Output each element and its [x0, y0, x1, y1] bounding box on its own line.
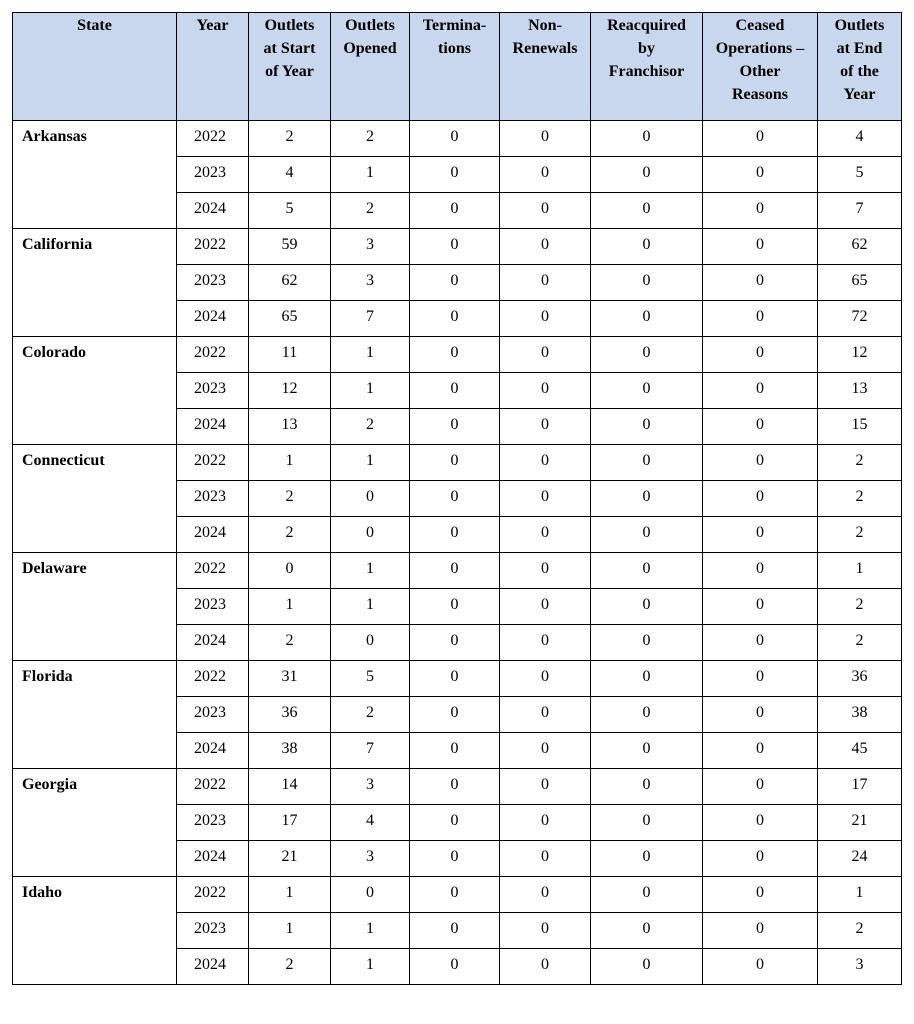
non-renewals-cell: 0 — [500, 517, 591, 553]
year-cell: 2023 — [177, 373, 249, 409]
year-cell: 2023 — [177, 805, 249, 841]
outlets-opened-cell: 3 — [331, 265, 410, 301]
outlets-opened-cell: 1 — [331, 589, 410, 625]
terminations-cell: 0 — [410, 301, 500, 337]
non-renewals-cell: 0 — [500, 409, 591, 445]
reacquired-cell: 0 — [591, 193, 703, 229]
ceased-operations-cell: 0 — [703, 481, 818, 517]
ceased-operations-cell: 0 — [703, 409, 818, 445]
year-cell: 2022 — [177, 121, 249, 157]
header-outlets-end: Outlets at End of the Year — [818, 13, 902, 121]
reacquired-cell: 0 — [591, 697, 703, 733]
state-name-cell: California — [13, 229, 177, 337]
reacquired-cell: 0 — [591, 769, 703, 805]
table-row — [13, 553, 902, 589]
year-cell: 2024 — [177, 625, 249, 661]
outlets-opened-cell: 3 — [331, 229, 410, 265]
non-renewals-cell: 0 — [500, 553, 591, 589]
non-renewals-cell: 0 — [500, 661, 591, 697]
state-name-cell: Arkansas — [13, 121, 177, 229]
outlets-opened-cell: 2 — [331, 409, 410, 445]
outlets-end-cell: 38 — [818, 697, 902, 733]
outlets-start-cell: 2 — [249, 481, 331, 517]
year-cell: 2024 — [177, 949, 249, 985]
state-name-cell: Georgia — [13, 769, 177, 877]
outlets-end-cell: 45 — [818, 733, 902, 769]
table-row — [13, 877, 902, 913]
year-cell: 2023 — [177, 589, 249, 625]
non-renewals-cell: 0 — [500, 625, 591, 661]
outlets-opened-cell: 4 — [331, 805, 410, 841]
outlets-end-cell: 2 — [818, 445, 902, 481]
outlets-start-cell: 14 — [249, 769, 331, 805]
reacquired-cell: 0 — [591, 121, 703, 157]
outlets-start-cell: 1 — [249, 913, 331, 949]
reacquired-cell: 0 — [591, 553, 703, 589]
year-cell: 2024 — [177, 841, 249, 877]
outlets-start-cell: 59 — [249, 229, 331, 265]
table-row — [13, 229, 902, 265]
state-name-cell: Idaho — [13, 877, 177, 985]
reacquired-cell: 0 — [591, 337, 703, 373]
outlets-end-cell: 2 — [818, 517, 902, 553]
reacquired-cell: 0 — [591, 517, 703, 553]
outlets-start-cell: 12 — [249, 373, 331, 409]
outlets-opened-cell: 0 — [331, 517, 410, 553]
outlets-end-cell: 2 — [818, 913, 902, 949]
year-cell: 2024 — [177, 301, 249, 337]
ceased-operations-cell: 0 — [703, 769, 818, 805]
outlets-opened-cell: 2 — [331, 193, 410, 229]
outlets-opened-cell: 1 — [331, 913, 410, 949]
state-name-cell: Florida — [13, 661, 177, 769]
outlets-start-cell: 31 — [249, 661, 331, 697]
outlets-opened-cell: 1 — [331, 337, 410, 373]
ceased-operations-cell: 0 — [703, 697, 818, 733]
terminations-cell: 0 — [410, 769, 500, 805]
terminations-cell: 0 — [410, 733, 500, 769]
header-outlets-start: Outlets at Start of Year — [249, 13, 331, 121]
outlets-start-cell: 65 — [249, 301, 331, 337]
outlets-opened-cell: 1 — [331, 445, 410, 481]
outlets-end-cell: 2 — [818, 625, 902, 661]
year-cell: 2023 — [177, 913, 249, 949]
reacquired-cell: 0 — [591, 589, 703, 625]
outlets-start-cell: 2 — [249, 949, 331, 985]
ceased-operations-cell: 0 — [703, 733, 818, 769]
table-header — [13, 13, 902, 121]
header-ceased-operations: Ceased Operations – Other Reasons — [703, 13, 818, 121]
non-renewals-cell: 0 — [500, 121, 591, 157]
outlets-end-cell: 24 — [818, 841, 902, 877]
non-renewals-cell: 0 — [500, 157, 591, 193]
reacquired-cell: 0 — [591, 373, 703, 409]
reacquired-cell: 0 — [591, 229, 703, 265]
reacquired-cell: 0 — [591, 445, 703, 481]
terminations-cell: 0 — [410, 229, 500, 265]
outlets-opened-cell: 7 — [331, 733, 410, 769]
ceased-operations-cell: 0 — [703, 517, 818, 553]
reacquired-cell: 0 — [591, 625, 703, 661]
non-renewals-cell: 0 — [500, 841, 591, 877]
non-renewals-cell: 0 — [500, 337, 591, 373]
outlets-end-cell: 2 — [818, 481, 902, 517]
state-name-cell: Connecticut — [13, 445, 177, 553]
outlets-end-cell: 15 — [818, 409, 902, 445]
outlets-start-cell: 21 — [249, 841, 331, 877]
terminations-cell: 0 — [410, 157, 500, 193]
ceased-operations-cell: 0 — [703, 265, 818, 301]
outlets-opened-cell: 1 — [331, 373, 410, 409]
outlets-end-cell: 65 — [818, 265, 902, 301]
terminations-cell: 0 — [410, 373, 500, 409]
outlets-end-cell: 21 — [818, 805, 902, 841]
ceased-operations-cell: 0 — [703, 877, 818, 913]
year-cell: 2023 — [177, 697, 249, 733]
outlets-opened-cell: 7 — [331, 301, 410, 337]
non-renewals-cell: 0 — [500, 481, 591, 517]
header-outlets-opened: Outlets Opened — [331, 13, 410, 121]
year-cell: 2022 — [177, 229, 249, 265]
reacquired-cell: 0 — [591, 661, 703, 697]
year-cell: 2023 — [177, 265, 249, 301]
ceased-operations-cell: 0 — [703, 913, 818, 949]
reacquired-cell: 0 — [591, 841, 703, 877]
reacquired-cell: 0 — [591, 913, 703, 949]
terminations-cell: 0 — [410, 841, 500, 877]
year-cell: 2022 — [177, 769, 249, 805]
terminations-cell: 0 — [410, 913, 500, 949]
non-renewals-cell: 0 — [500, 589, 591, 625]
outlets-start-cell: 36 — [249, 697, 331, 733]
table-row — [13, 337, 902, 373]
outlets-end-cell: 1 — [818, 553, 902, 589]
outlets-start-cell: 13 — [249, 409, 331, 445]
reacquired-cell: 0 — [591, 805, 703, 841]
year-cell: 2022 — [177, 337, 249, 373]
reacquired-cell: 0 — [591, 733, 703, 769]
terminations-cell: 0 — [410, 877, 500, 913]
terminations-cell: 0 — [410, 265, 500, 301]
ceased-operations-cell: 0 — [703, 157, 818, 193]
terminations-cell: 0 — [410, 805, 500, 841]
outlets-start-cell: 5 — [249, 193, 331, 229]
non-renewals-cell: 0 — [500, 265, 591, 301]
outlets-opened-cell: 3 — [331, 841, 410, 877]
terminations-cell: 0 — [410, 661, 500, 697]
outlets-start-cell: 2 — [249, 517, 331, 553]
reacquired-cell: 0 — [591, 949, 703, 985]
ceased-operations-cell: 0 — [703, 805, 818, 841]
outlets-opened-cell: 0 — [331, 877, 410, 913]
ceased-operations-cell: 0 — [703, 121, 818, 157]
year-cell: 2023 — [177, 157, 249, 193]
outlets-end-cell: 5 — [818, 157, 902, 193]
non-renewals-cell: 0 — [500, 193, 591, 229]
year-cell: 2022 — [177, 445, 249, 481]
outlets-opened-cell: 5 — [331, 661, 410, 697]
terminations-cell: 0 — [410, 697, 500, 733]
outlets-end-cell: 3 — [818, 949, 902, 985]
ceased-operations-cell: 0 — [703, 373, 818, 409]
reacquired-cell: 0 — [591, 481, 703, 517]
ceased-operations-cell: 0 — [703, 589, 818, 625]
non-renewals-cell: 0 — [500, 913, 591, 949]
terminations-cell: 0 — [410, 121, 500, 157]
header-non-renewals: Non- Renewals — [500, 13, 591, 121]
outlets-end-cell: 1 — [818, 877, 902, 913]
outlets-start-cell: 4 — [249, 157, 331, 193]
outlets-start-cell: 17 — [249, 805, 331, 841]
state-name-cell: Delaware — [13, 553, 177, 661]
outlets-opened-cell: 2 — [331, 697, 410, 733]
ceased-operations-cell: 0 — [703, 301, 818, 337]
terminations-cell: 0 — [410, 517, 500, 553]
non-renewals-cell: 0 — [500, 949, 591, 985]
year-cell: 2024 — [177, 733, 249, 769]
terminations-cell: 0 — [410, 589, 500, 625]
non-renewals-cell: 0 — [500, 733, 591, 769]
outlets-end-cell: 72 — [818, 301, 902, 337]
outlets-end-cell: 17 — [818, 769, 902, 805]
reacquired-cell: 0 — [591, 409, 703, 445]
outlets-start-cell: 11 — [249, 337, 331, 373]
outlets-end-cell: 36 — [818, 661, 902, 697]
non-renewals-cell: 0 — [500, 769, 591, 805]
year-cell: 2023 — [177, 481, 249, 517]
year-cell: 2022 — [177, 661, 249, 697]
outlets-opened-cell: 1 — [331, 157, 410, 193]
outlets-start-cell: 38 — [249, 733, 331, 769]
reacquired-cell: 0 — [591, 265, 703, 301]
outlets-start-cell: 1 — [249, 589, 331, 625]
outlets-end-cell: 7 — [818, 193, 902, 229]
outlets-start-cell: 62 — [249, 265, 331, 301]
outlets-end-cell: 12 — [818, 337, 902, 373]
terminations-cell: 0 — [410, 337, 500, 373]
ceased-operations-cell: 0 — [703, 337, 818, 373]
ceased-operations-cell: 0 — [703, 625, 818, 661]
terminations-cell: 0 — [410, 445, 500, 481]
ceased-operations-cell: 0 — [703, 193, 818, 229]
ceased-operations-cell: 0 — [703, 661, 818, 697]
header-terminations: Termina- tions — [410, 13, 500, 121]
terminations-cell: 0 — [410, 481, 500, 517]
terminations-cell: 0 — [410, 409, 500, 445]
year-cell: 2024 — [177, 409, 249, 445]
header-year: Year — [177, 13, 249, 121]
reacquired-cell: 0 — [591, 877, 703, 913]
terminations-cell: 0 — [410, 193, 500, 229]
outlets-start-cell: 1 — [249, 877, 331, 913]
table-row — [13, 661, 902, 697]
non-renewals-cell: 0 — [500, 805, 591, 841]
table-row — [13, 769, 902, 805]
non-renewals-cell: 0 — [500, 445, 591, 481]
year-cell: 2024 — [177, 193, 249, 229]
outlets-opened-cell: 1 — [331, 553, 410, 589]
ceased-operations-cell: 0 — [703, 553, 818, 589]
table-row — [13, 121, 902, 157]
outlets-opened-cell: 0 — [331, 481, 410, 517]
non-renewals-cell: 0 — [500, 229, 591, 265]
year-cell: 2024 — [177, 517, 249, 553]
outlets-end-cell: 13 — [818, 373, 902, 409]
outlets-opened-cell: 2 — [331, 121, 410, 157]
non-renewals-cell: 0 — [500, 697, 591, 733]
outlets-start-cell: 1 — [249, 445, 331, 481]
reacquired-cell: 0 — [591, 157, 703, 193]
year-cell: 2022 — [177, 877, 249, 913]
terminations-cell: 0 — [410, 625, 500, 661]
outlets-opened-cell: 0 — [331, 625, 410, 661]
outlets-start-cell: 2 — [249, 625, 331, 661]
header-state: State — [13, 13, 177, 121]
outlets-end-cell: 2 — [818, 589, 902, 625]
header-row — [13, 13, 902, 121]
table-row — [13, 445, 902, 481]
outlets-end-cell: 4 — [818, 121, 902, 157]
terminations-cell: 0 — [410, 553, 500, 589]
outlets-start-cell: 0 — [249, 553, 331, 589]
non-renewals-cell: 0 — [500, 373, 591, 409]
reacquired-cell: 0 — [591, 301, 703, 337]
ceased-operations-cell: 0 — [703, 841, 818, 877]
table-body — [13, 121, 902, 985]
ceased-operations-cell: 0 — [703, 445, 818, 481]
outlets-start-cell: 2 — [249, 121, 331, 157]
non-renewals-cell: 0 — [500, 301, 591, 337]
ceased-operations-cell: 0 — [703, 949, 818, 985]
outlets-opened-cell: 3 — [331, 769, 410, 805]
state-name-cell: Colorado — [13, 337, 177, 445]
outlets-table — [12, 12, 902, 985]
header-reacquired: Reacquired by Franchisor — [591, 13, 703, 121]
outlets-opened-cell: 1 — [331, 949, 410, 985]
terminations-cell: 0 — [410, 949, 500, 985]
ceased-operations-cell: 0 — [703, 229, 818, 265]
outlets-end-cell: 62 — [818, 229, 902, 265]
year-cell: 2022 — [177, 553, 249, 589]
non-renewals-cell: 0 — [500, 877, 591, 913]
